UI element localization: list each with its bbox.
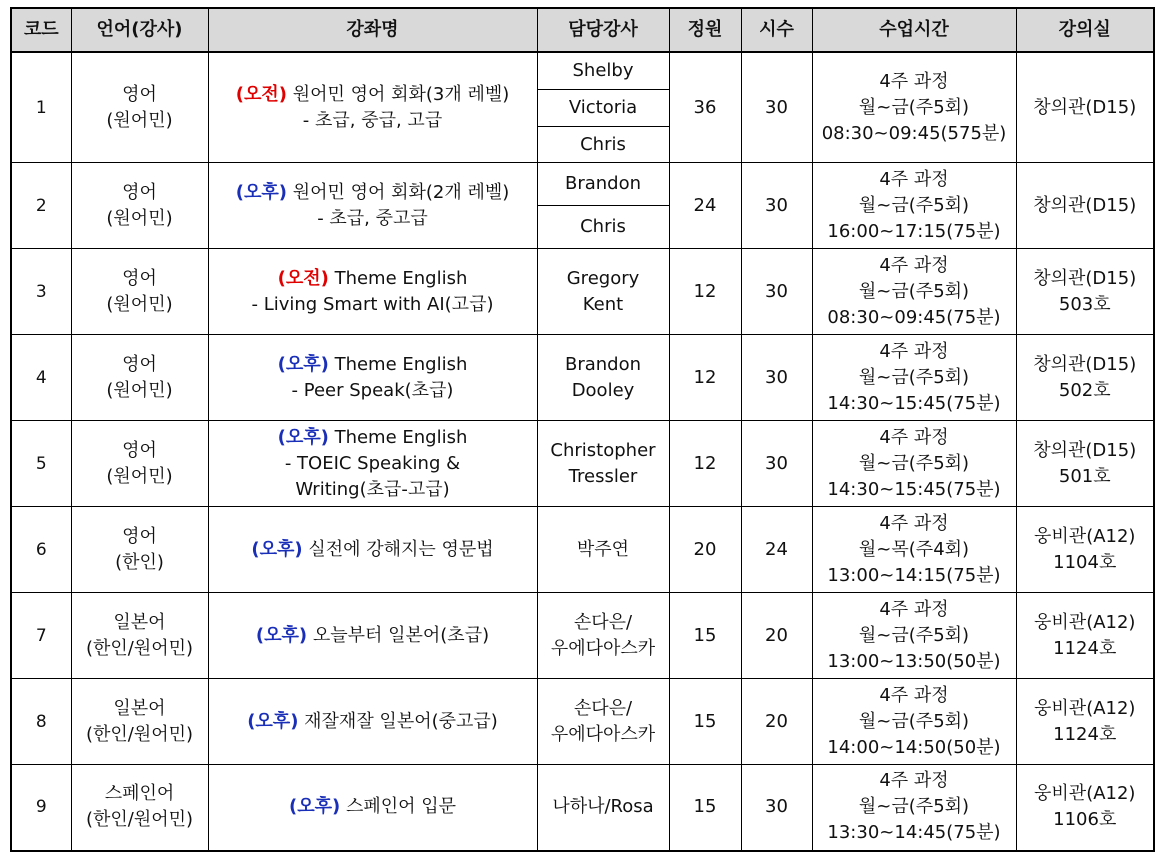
header-room: 강의실	[1016, 8, 1154, 52]
cell-hours: 30	[741, 163, 812, 249]
schedule-line: 4주 과정	[879, 598, 949, 620]
schedule-line: 4주 과정	[879, 70, 949, 92]
table-row	[11, 52, 1154, 163]
schedule-line: 13:30~14:45(75분)	[827, 822, 1001, 844]
language-line: 영어	[122, 439, 157, 461]
course-title-text: 오늘부터 일본어(초급)	[312, 624, 490, 646]
instructor-subcell: Brandon	[538, 163, 669, 206]
cell-room	[1016, 765, 1154, 851]
cell-capacity: 15	[669, 679, 741, 765]
language-line: (한인)	[115, 551, 164, 573]
room-line: 1104호	[1053, 551, 1117, 573]
room-line: 501호	[1058, 465, 1111, 487]
cell-room	[1016, 593, 1154, 679]
header-instructor: 담당강사	[537, 8, 669, 52]
room-line: 창의관(D15)	[1033, 194, 1137, 216]
cell-hours: 30	[741, 52, 812, 163]
afternoon-tag: (오후)	[247, 710, 299, 732]
room-line: 웅비관(A12)	[1034, 697, 1136, 719]
cell-language	[71, 593, 208, 679]
language-line: (원어민)	[106, 109, 173, 131]
language-line: (한인/원어민)	[85, 723, 194, 745]
course-title-text: Theme English	[334, 353, 468, 375]
schedule-line: 4주 과정	[879, 254, 949, 276]
room-line: 502호	[1058, 379, 1111, 401]
cell-course	[208, 421, 537, 507]
schedule-line: 월~금(주5회)	[858, 96, 970, 118]
cell-instructor	[537, 421, 669, 507]
course-title-line	[211, 537, 535, 563]
schedule-line: 08:30~09:45(575분)	[821, 122, 1007, 144]
cell-language	[71, 507, 208, 593]
instructor-line: 손다은/	[573, 697, 633, 719]
room-line: 1124호	[1053, 637, 1117, 659]
cell-instructor	[537, 335, 669, 421]
cell-schedule	[812, 335, 1016, 421]
language-line: 일본어	[113, 611, 166, 633]
cell-schedule	[812, 679, 1016, 765]
cell-capacity: 12	[669, 249, 741, 335]
course-title-text: 스페인어 입문	[345, 796, 457, 818]
table-row	[11, 249, 1154, 335]
cell-schedule	[812, 507, 1016, 593]
instructor-subcell: Chris	[580, 133, 626, 155]
afternoon-tag: (오후)	[277, 426, 329, 448]
schedule-line: 14:30~15:45(75분)	[827, 392, 1001, 414]
cell-instructor	[537, 765, 669, 851]
room-line: 503호	[1058, 293, 1111, 315]
schedule-line: 13:00~13:50(50분)	[827, 650, 1001, 672]
instructor-line: Dooley	[571, 379, 635, 401]
course-title-line: - Living Smart with AI(고급)	[251, 293, 494, 315]
table-row	[11, 507, 1154, 593]
instructor-line: 손다은/	[573, 611, 633, 633]
cell-course	[208, 765, 537, 851]
cell-hours: 30	[741, 335, 812, 421]
schedule-line: 월~금(주5회)	[858, 194, 970, 216]
language-line: (원어민)	[106, 207, 173, 229]
cell-capacity: 12	[669, 335, 741, 421]
cell-instructor	[537, 52, 669, 163]
language-line: 스페인어	[104, 783, 175, 805]
schedule-line: 4주 과정	[879, 512, 949, 534]
morning-tag: (오전)	[277, 267, 329, 289]
cell-hours: 24	[741, 507, 812, 593]
language-line: (원어민)	[106, 465, 173, 487]
cell-schedule	[812, 421, 1016, 507]
language-line: (원어민)	[106, 293, 173, 315]
instructor-line: 나하나/Rosa	[552, 796, 654, 818]
schedule-line: 4주 과정	[879, 168, 949, 190]
cell-capacity: 36	[669, 52, 741, 163]
table-row	[11, 679, 1154, 765]
instructor-subcell: Chris	[580, 216, 626, 237]
course-title-line	[211, 180, 535, 206]
cell-room	[1016, 507, 1154, 593]
cell-code: 8	[11, 679, 71, 765]
course-title-text: 원어민 영어 회화(3개 레벨)	[292, 83, 510, 105]
cell-schedule	[812, 593, 1016, 679]
schedule-line: 월~금(주5회)	[858, 796, 970, 818]
schedule-line: 08:30~09:45(75분)	[827, 306, 1001, 328]
instructor-line: 박주연	[576, 538, 630, 560]
header-code: 코드	[11, 8, 71, 52]
schedule-line: 4주 과정	[879, 340, 949, 362]
course-title-line: - 초급, 중고급	[317, 207, 428, 229]
cell-language	[71, 249, 208, 335]
schedule-line: 16:00~17:15(75분)	[827, 220, 1001, 242]
header-row	[11, 8, 1154, 52]
cell-room	[1016, 679, 1154, 765]
language-line: 영어	[122, 83, 157, 105]
course-title-text: Theme English	[334, 267, 468, 289]
cell-instructor	[537, 679, 669, 765]
schedule-line: 월~금(주5회)	[858, 452, 970, 474]
table-row	[11, 765, 1154, 851]
course-title-line: - 초급, 중급, 고급	[302, 109, 443, 131]
course-title-text: 원어민 영어 회화(2개 레벨)	[292, 181, 510, 203]
course-title-line: Writing(초급-고급)	[295, 478, 450, 500]
cell-schedule	[812, 765, 1016, 851]
cell-code: 7	[11, 593, 71, 679]
instructor-line: Brandon	[564, 353, 642, 375]
schedule-line: 14:00~14:50(50분)	[827, 736, 1001, 758]
cell-course	[208, 507, 537, 593]
cell-hours: 30	[741, 249, 812, 335]
table-row	[11, 593, 1154, 679]
language-line: (한인/원어민)	[85, 809, 194, 831]
cell-instructor	[537, 249, 669, 335]
language-line: 영어	[122, 525, 157, 547]
cell-schedule	[812, 249, 1016, 335]
cell-language	[71, 421, 208, 507]
course-table-container	[10, 7, 1155, 852]
cell-instructor	[537, 593, 669, 679]
cell-room	[1016, 249, 1154, 335]
table-body	[11, 52, 1154, 851]
header-language: 언어(강사)	[71, 8, 208, 52]
instructor-subcell: Shelby	[538, 53, 669, 90]
header-hours: 시수	[741, 8, 812, 52]
cell-room	[1016, 421, 1154, 507]
header-schedule: 수업시간	[812, 8, 1016, 52]
cell-room	[1016, 335, 1154, 421]
cell-hours: 20	[741, 679, 812, 765]
afternoon-tag: (오후)	[277, 353, 329, 375]
course-title-line	[211, 425, 535, 451]
language-line: 영어	[122, 353, 157, 375]
header-course: 강좌명	[208, 8, 537, 52]
room-line: 웅비관(A12)	[1034, 611, 1136, 633]
course-title-line	[211, 794, 535, 820]
cell-course	[208, 593, 537, 679]
cell-code: 6	[11, 507, 71, 593]
schedule-line: 월~금(주5회)	[858, 280, 970, 302]
cell-instructor	[537, 507, 669, 593]
room-line: 창의관(D15)	[1033, 96, 1137, 118]
cell-code: 1	[11, 52, 71, 163]
schedule-line: 4주 과정	[879, 770, 949, 792]
cell-capacity: 15	[669, 593, 741, 679]
room-line: 웅비관(A12)	[1034, 525, 1136, 547]
table-row	[11, 335, 1154, 421]
course-title-line	[211, 266, 535, 292]
schedule-line: 4주 과정	[879, 426, 949, 448]
afternoon-tag: (오후)	[288, 796, 341, 818]
cell-course	[208, 249, 537, 335]
instructor-line: Tressler	[568, 465, 638, 487]
room-line: 창의관(D15)	[1033, 353, 1137, 375]
table-row	[11, 163, 1154, 249]
schedule-line: 월~금(주5회)	[858, 624, 970, 646]
morning-tag: (오전)	[235, 83, 287, 105]
course-title-line	[211, 82, 535, 108]
cell-capacity: 20	[669, 507, 741, 593]
room-line: 창의관(D15)	[1033, 439, 1137, 461]
cell-code: 3	[11, 249, 71, 335]
cell-course	[208, 335, 537, 421]
cell-language	[71, 765, 208, 851]
language-line: (한인/원어민)	[85, 637, 194, 659]
room-line: 창의관(D15)	[1033, 267, 1137, 289]
cell-room	[1016, 52, 1154, 163]
instructor-line: 우에다아스카	[550, 723, 656, 745]
table-row	[11, 421, 1154, 507]
course-title-text: 실전에 강해지는 영문법	[308, 538, 494, 560]
schedule-line: 월~금(주5회)	[858, 710, 970, 732]
afternoon-tag: (오후)	[255, 624, 308, 646]
room-line: 웅비관(A12)	[1034, 783, 1136, 805]
afternoon-tag: (오후)	[235, 181, 287, 203]
course-title-line	[211, 709, 535, 735]
cell-language	[71, 163, 208, 249]
cell-code: 5	[11, 421, 71, 507]
course-title-text: 재잘재잘 일본어(중고급)	[304, 710, 498, 732]
cell-instructor	[537, 163, 669, 249]
cell-hours: 30	[741, 421, 812, 507]
cell-course	[208, 52, 537, 163]
instructor-line: Christopher	[550, 439, 656, 461]
schedule-line: 13:00~14:15(75분)	[827, 564, 1001, 586]
schedule-line: 4주 과정	[879, 684, 949, 706]
schedule-line: 월~금(주5회)	[858, 366, 970, 388]
instructor-subcell: Victoria	[538, 90, 669, 127]
schedule-line: 월~목(주4회)	[858, 538, 970, 560]
cell-schedule	[812, 52, 1016, 163]
course-title-text: Theme English	[334, 426, 468, 448]
course-title-line	[211, 352, 535, 378]
room-line: 1124호	[1053, 723, 1117, 745]
language-line: (원어민)	[106, 379, 173, 401]
cell-capacity: 15	[669, 765, 741, 851]
cell-language	[71, 335, 208, 421]
cell-language	[71, 679, 208, 765]
cell-course	[208, 679, 537, 765]
cell-capacity: 24	[669, 163, 741, 249]
instructor-line: Kent	[582, 293, 624, 315]
cell-course	[208, 163, 537, 249]
schedule-line: 14:30~15:45(75분)	[827, 478, 1001, 500]
cell-code: 4	[11, 335, 71, 421]
course-table	[10, 7, 1155, 852]
course-title-line	[211, 623, 535, 649]
course-title-line: - Peer Speak(초급)	[291, 379, 454, 401]
cell-hours: 20	[741, 593, 812, 679]
cell-capacity: 12	[669, 421, 741, 507]
header-capacity: 정원	[669, 8, 741, 52]
cell-code: 9	[11, 765, 71, 851]
language-line: 영어	[122, 181, 157, 203]
cell-code: 2	[11, 163, 71, 249]
afternoon-tag: (오후)	[251, 538, 303, 560]
course-title-line: - TOEIC Speaking &	[284, 452, 461, 474]
room-line: 1106호	[1053, 809, 1117, 831]
cell-language	[71, 52, 208, 163]
cell-room	[1016, 163, 1154, 249]
instructor-line: 우에다아스카	[550, 637, 656, 659]
cell-schedule	[812, 163, 1016, 249]
instructor-line: Gregory	[566, 267, 640, 289]
language-line: 일본어	[113, 697, 166, 719]
cell-hours: 30	[741, 765, 812, 851]
language-line: 영어	[122, 267, 157, 289]
